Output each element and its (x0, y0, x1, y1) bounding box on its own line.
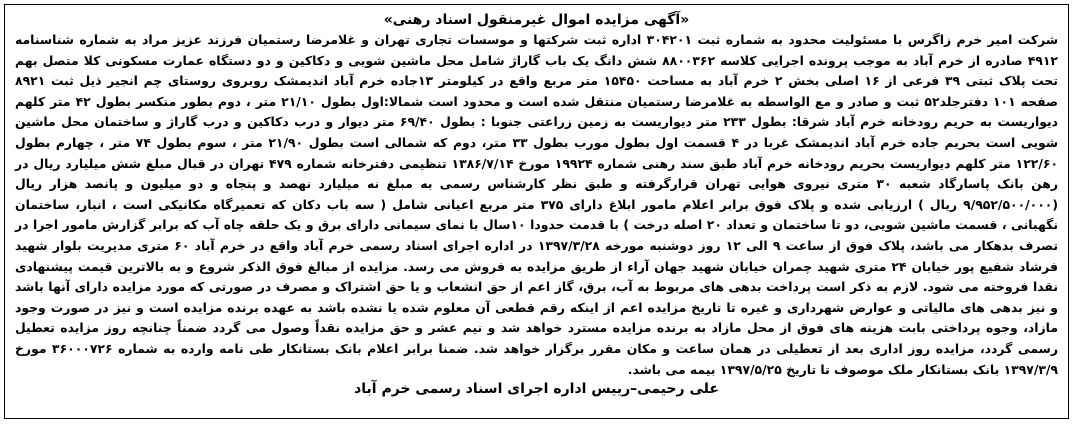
auction-notice (4, 4, 1069, 419)
notice-title: «آگهی مزایده اموال غیرمنقول اسناد رهنی» (383, 12, 690, 28)
notice-signature: علی رحیمی–رییس اداره اجرای اسناد رسمی خرم آباد (354, 381, 719, 398)
notice-body: شرکت امیر خرم زاگرس با مسئولیت محدود به شماره ثبت ۳۰۴۲۰۱ اداره ثبت شرکتها و موسسات تجاری تهران و غلامرضا رستمیان فرزند عزیز مراد به شماره شناسنامه ۴۹۱۲ صادره از خرم آباد به موجب پرونده اجرایی کلاسه ۸۸۰۰۳۶۲ شش دانگ یک باب گاراژ شامل محل ماشین شویی و دکاکین و دو دستگاه عمارت مسکونی کلا متصل بهم تحت پلاک ثبتی ۳۹ فرعی از ۱۶ اصلی بخش ۲ خرم آباد به مساحت ۱۵۴۵۰ متر مربع واقع در کیلومتر ۱۳جاده خرم آباد اندیمشک روبروی روستای چم انجیر ذیل ثبت ۸۹۲۱ صفحه ۱۰۱ دفترجلد۵۲ ثبت و صادر و مع الواسطه به غلامرضا رستمیان منتقل شده است و محدود است شمالا:اول بطول ۲۱/۱۰ متر ، دوم بطور منکسر بطول ۴۲ متر کلهم دیواریست به حریم رودخانه خرم آباد شرقا: بطول ۲۳۳ متر دیواریست به زمین زراعتی جنوبا : بطول ۶۹/۴۰ متر دیوار و درب دکاکین و درب گاراژ و ساختمان محل ماشین شویی است بحریم جاده خرم آباد اندیمشک غربا در ۴ قسمت اول بطول مورب بطول ۳۳ متر، دوم که شمالی است بطول ۲۱/۹۰ متر ، سوم بطول ۷۴ متر ، چهارم بطول ۱۲۲/۶۰ متر کلهم دیواریست بحریم رودخانه خرم آباد طبق سند رهنی شماره ۱۹۹۲۴ مورخ ۱۳۸۶/۷/۱۴ تنظیمی دفترخانه شماره ۴۷۹ تهران در قبال مبلغ شش میلیارد ریال در رهن بانک پاسارگاد شعبه ۳۰ متری نیروی هوایی تهران قرارگرفته و طبق نظر کارشناس رسمی به مبلغ نه میلیارد نهصد و پنجاه و دو میلیون و پانصد هزار ریال (۹/۹۵۲/۵۰۰/۰۰۰ ریال ) ارزیابی شده و پلاک فوق برابر اعلام مامور ابلاغ دارای ۳۷۵ متر مربع اعیانی شامل ( سه باب دکان که تعمیرگاه مکانیکی است ، انبار، ساختمان نگهبانی ، قسمت ماشین شویی، دو تا ساختمان و تعداد ۲۰ اصله درخت ) با قدمت حدودا ۱۰سال با نمای سیمانی دارای برق و یک حلقه چاه آب که برابر گزارش مامور اجرا در تصرف بدهکار می باشد، پلاک فوق از ساعت ۹ الی ۱۲ روز دوشنبه مورخه ۱۳۹۷/۳/۲۸ در اداره اجرای اسناد رسمی خرم آباد واقع در خرم آباد ۶۰ متری مدیریت بلوار شهید فرشاد شفیع پور خیابان ۲۴ متری شهید چمران خیابان شهید جهان آراء از طریق مزایده به فروش می رسد. مزایده از مبالغ فوق الذکر شروع و به بالاترین قیمت پیشنهادی نقدا فروخته می شود. لازم به ذکر است پرداخت بدهی های مربوط به آب، برق، گاز اعم از حق انشعاب و یا حق اشتراک و مصرف در صورتی که مورد مزایده دارای آنها باشد و نیز بدهی های مالیاتی و عوارض شهرداری و غیره تا تاریخ مزایده اعم از اینکه رقم قطعی آن معلوم شده یا نشده باشد به عهده برنده مزایده است و نیز در صورت وجود مازاد، وجوه پرداختی بابت هزینه های فوق از محل مازاد به برنده مزایده مسترد خواهد شد و نیم عشر و حق مزایده نقداً وصول می گردد ضمناً چنانچه روز مزایده تعطیل رسمی گردد، مزایده روز اداری بعد از تعطیلی در همان ساعت و مکان مقرر برگزار خواهد شد. ضمنا برابر اعلام بانک بستانکار طی نامه وارده به شماره ۳۶۰۰۰۷۲۶ مورخ ۱۳۹۷/۳/۹ بانک بستانکار ملک موصوف تا تاریخ ۱۳۹۷/۵/۲۵ بیمه می باشد. (15, 32, 1059, 377)
